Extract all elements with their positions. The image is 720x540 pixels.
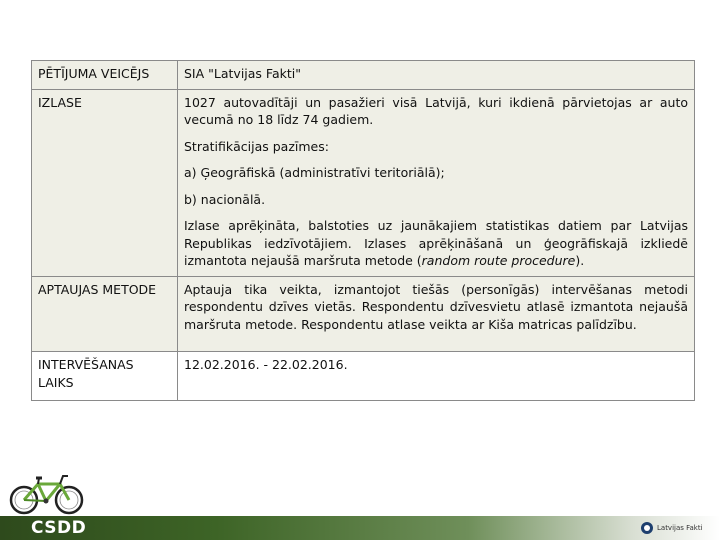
- sample-paragraph: b) nacionālā.: [184, 191, 266, 207]
- csdd-logo: CSDD: [31, 518, 87, 538]
- partner-logo-text: Latvijas Fakti: [657, 524, 703, 532]
- sample-paragraph: a) Ģeogrāfiskā (administratīvi teritoriālā);: [184, 165, 445, 180]
- footer-bar: [0, 516, 720, 540]
- sample-paragraph: [184, 217, 688, 270]
- row-value: Aptauja tika veikta, izmantojot tiešās (personīgās) intervēšanas metodi respondentu dzīves vietās. Respondentu dzīvesvietu atlasē izmantota nejaušā maršruta metode. Respondentu atlase veikta ar Kiša matricas palīdzību.: [178, 276, 695, 352]
- row-value: 12.02.2016. - 22.02.2016.: [178, 352, 695, 401]
- survey-info-table: [31, 60, 695, 401]
- row-label: PĒTĪJUMA VEICĒJS: [32, 61, 178, 90]
- partner-logo: [640, 518, 703, 538]
- row-label: INTERVĒŠANAS LAIKS: [32, 352, 178, 401]
- bicycle-icon: [8, 472, 86, 516]
- sample-paragraph: 1027 autovadītāji un pasažieri visā Latvijā, kuri ikdienā pārvietojas ar auto vecumā no 18 līdz 74 gadiem.: [184, 94, 688, 127]
- partner-logo-icon: [640, 521, 654, 535]
- table-row-method: [32, 276, 695, 352]
- table-row-sample: [32, 89, 695, 276]
- row-label: APTAUJAS METODE: [32, 276, 178, 352]
- sample-paragraph: Stratifikācijas pazīmes:: [184, 138, 329, 154]
- table-row-time: [32, 352, 695, 401]
- row-label: IZLASE: [32, 89, 178, 276]
- table-row-researcher: [32, 61, 695, 90]
- sample-text: Izlase aprēķināta, balstoties uz jaunākajiem statistikas datiem par Latvijas Republikas iedzīvotājiem. Izlases aprēķināšanā un ģeogrāfiskajā izkliedē izmantota nejaušā maršruta metode (: [184, 218, 688, 268]
- row-value: [178, 89, 695, 276]
- sample-text-end: ).: [575, 253, 585, 268]
- sample-italic-term: random route procedure: [421, 253, 576, 268]
- row-value: SIA "Latvijas Fakti": [178, 61, 695, 90]
